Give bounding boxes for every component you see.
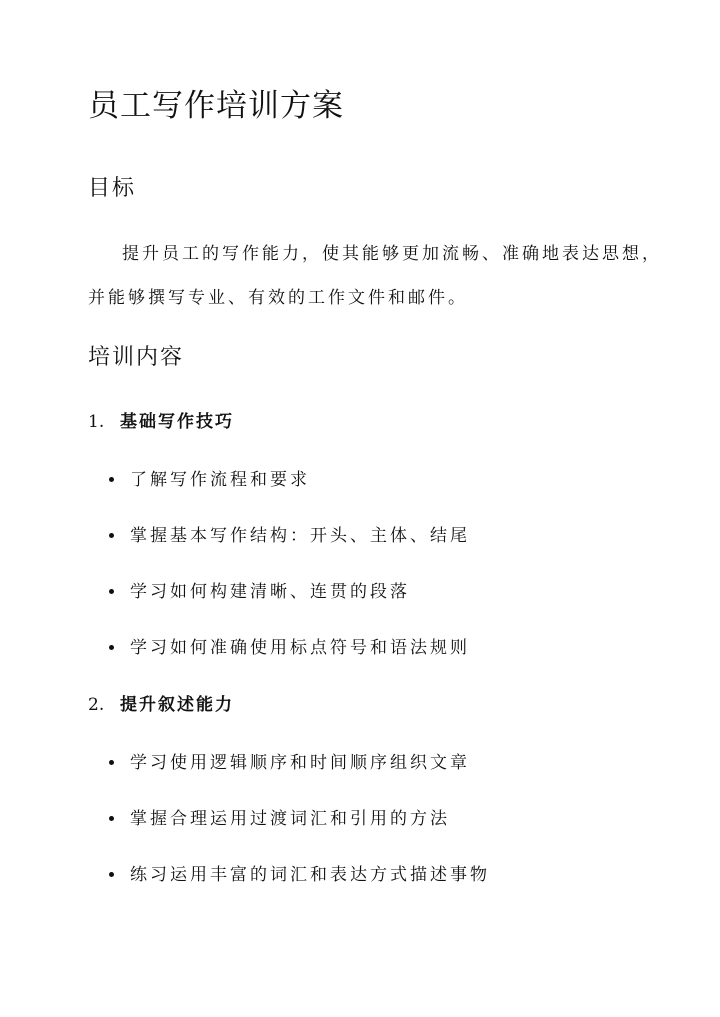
list-item-text: 了解写作流程和要求	[130, 470, 310, 490]
list-item-text: 练习运用丰富的词汇和表达方式描述事物	[130, 865, 490, 885]
bullet-icon	[109, 645, 114, 650]
list-item	[109, 524, 470, 548]
list-item	[109, 636, 470, 660]
list-item	[109, 863, 490, 887]
bullet-icon	[109, 760, 114, 765]
goal-paragraph-line: 并能够撰写专业、有效的工作文件和邮件。	[88, 288, 468, 308]
subsection-heading	[88, 410, 234, 434]
bullet-icon	[109, 477, 114, 482]
subsection-title: 基础写作技巧	[120, 412, 234, 432]
goal-paragraph-line: 提升员工的写作能力，使其能够更加流畅、准确地表达思想，	[122, 244, 662, 264]
list-item-text: 掌握基本写作结构：开头、主体、结尾	[130, 526, 470, 546]
list-item	[109, 580, 410, 604]
subsection-heading	[88, 693, 234, 717]
list-item-text: 学习如何准确使用标点符号和语法规则	[130, 638, 470, 658]
bullet-icon	[109, 872, 114, 877]
subsection-number: 2.	[88, 695, 105, 715]
document-title: 员工写作培训方案	[88, 88, 344, 124]
list-item	[109, 468, 310, 492]
list-item	[109, 807, 450, 831]
section-heading-goal: 目标	[88, 176, 137, 201]
list-item-text: 掌握合理运用过渡词汇和引用的方法	[130, 809, 450, 829]
list-item-text: 学习使用逻辑顺序和时间顺序组织文章	[130, 753, 470, 773]
bullet-icon	[109, 589, 114, 594]
subsection-number: 1.	[88, 412, 105, 432]
bullet-icon	[109, 816, 114, 821]
list-item	[109, 751, 470, 775]
section-heading-training-content: 培训内容	[88, 345, 185, 370]
subsection-title: 提升叙述能力	[120, 695, 234, 715]
bullet-icon	[109, 533, 114, 538]
list-item-text: 学习如何构建清晰、连贯的段落	[130, 582, 410, 602]
